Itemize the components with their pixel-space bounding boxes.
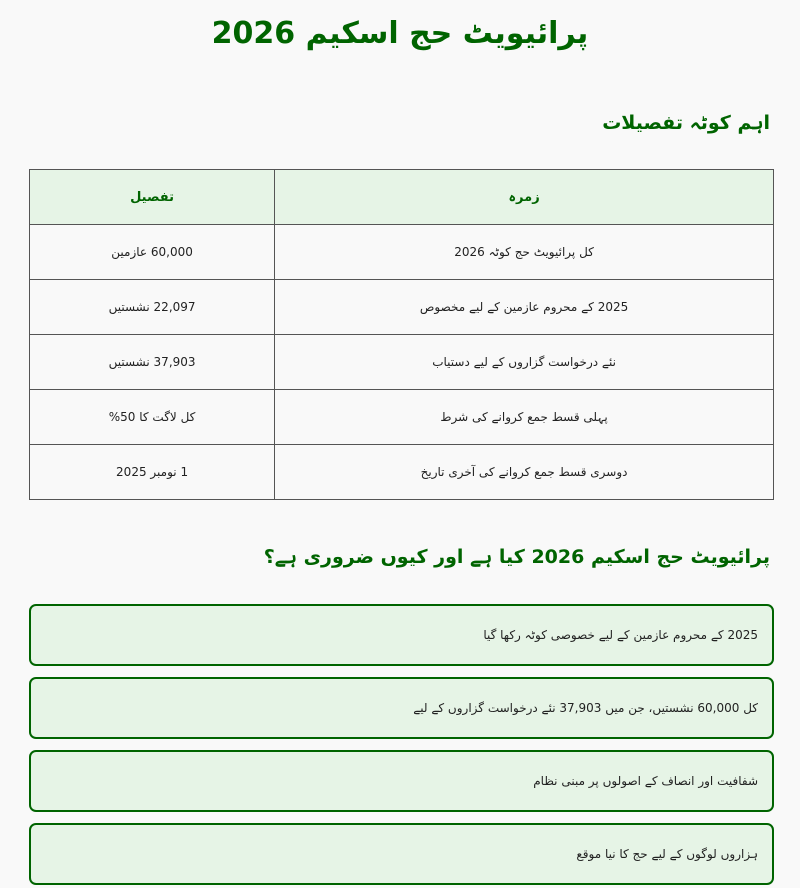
- cell-detail: 60,000 عازمین: [30, 225, 275, 280]
- reason-card: [29, 823, 774, 885]
- reason-text: 2025 کے محروم عازمین کے لیے خصوصی کوٹہ رکھا گیا: [483, 628, 758, 642]
- why-section-heading: پرائیویٹ حج اسکیم 2026 کیا ہے اور کیوں ضروری ہے؟: [263, 546, 770, 568]
- table-row: [30, 280, 774, 335]
- quota-section-heading: اہم کوٹہ تفصیلات: [602, 112, 770, 134]
- cell-category: 2025 کے محروم عازمین کے لیے مخصوص: [275, 280, 774, 335]
- table-row: [30, 445, 774, 500]
- table-row: [30, 335, 774, 390]
- cell-detail: 22,097 نشستیں: [30, 280, 275, 335]
- reason-text: شفافیت اور انصاف کے اصولوں پر مبنی نظام: [533, 774, 758, 788]
- cell-detail: 37,903 نشستیں: [30, 335, 275, 390]
- cell-detail: 1 نومبر 2025: [30, 445, 275, 500]
- reason-card: [29, 750, 774, 812]
- page-title: پرائیویٹ حج اسکیم 2026: [211, 16, 589, 51]
- column-header-category: زمرہ: [275, 170, 774, 225]
- cell-detail: کل لاگت کا 50%: [30, 390, 275, 445]
- quota-table: [29, 169, 774, 500]
- cell-category: دوسری قسط جمع کروانے کی آخری تاریخ: [275, 445, 774, 500]
- reasons-list: [29, 604, 774, 888]
- reason-card: [29, 604, 774, 666]
- column-header-detail: تفصیل: [30, 170, 275, 225]
- cell-category: نئے درخواست گزاروں کے لیے دستیاب: [275, 335, 774, 390]
- reason-text: کل 60,000 نشستیں، جن میں 37,903 نئے درخواست گزاروں کے لیے: [413, 701, 758, 715]
- cell-category: کل پرائیویٹ حج کوٹہ 2026: [275, 225, 774, 280]
- table-row: [30, 390, 774, 445]
- reason-card: [29, 677, 774, 739]
- cell-category: پہلی قسط جمع کروانے کی شرط: [275, 390, 774, 445]
- table-row: [30, 225, 774, 280]
- table-header-row: [30, 170, 774, 225]
- reason-text: ہزاروں لوگوں کے لیے حج کا نیا موقع: [576, 847, 758, 861]
